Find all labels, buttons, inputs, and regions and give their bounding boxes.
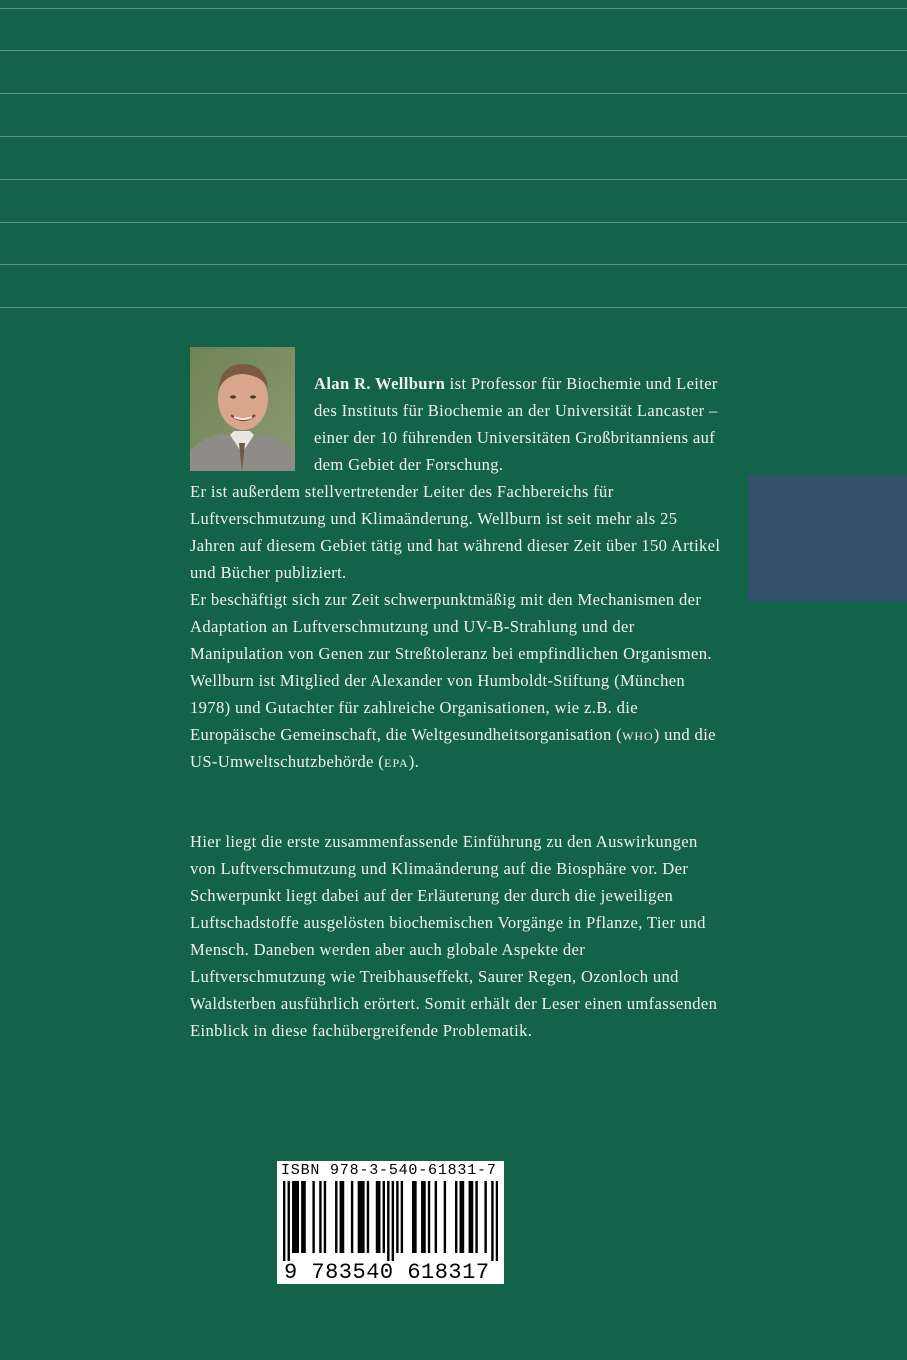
barcode-bar — [401, 1181, 403, 1253]
barcode-bar — [392, 1181, 394, 1261]
barcode-bar — [378, 1181, 380, 1253]
barcode-bar — [297, 1181, 299, 1253]
barcode-bar — [294, 1181, 296, 1253]
side-color-tab — [748, 475, 907, 601]
bio-p4-part1: Wellburn ist Mitglied der Alexander von Humboldt-Stiftung (München 1978) und Gutachter für zahlreiche Organisationen, wie z.B. die Europäische Gemeinschaft, die Weltgesundheitsorganisation ( — [190, 671, 686, 744]
bio-p4-part2: ) und die US-Umweltschutzbehörde ( — [190, 725, 716, 771]
barcode-bar — [324, 1181, 326, 1253]
stripe-line — [0, 136, 907, 137]
barcode-bar — [358, 1181, 360, 1253]
barcode-bar — [460, 1181, 462, 1253]
stripe-line — [0, 179, 907, 180]
barcode-bar — [387, 1181, 389, 1261]
bio-paragraph-3: Er beschäftigt sich zur Zeit schwerpunktmäßig mit den Mechanismen der Adaptation an Luftverschmutzung und UV-B-Strahlung und der Manipulation von Genen zur Streßtoleranz bei empfindlichen Organismen. — [190, 590, 712, 663]
decorative-stripes — [0, 0, 907, 330]
barcode-bar — [367, 1181, 369, 1253]
barcode-bar — [312, 1181, 314, 1253]
stripe-line — [0, 93, 907, 94]
bio-paragraph-2: Er ist außerdem stellvertretender Leiter des Fachbereichs für Luftverschmutzung und Klimaänderung. Wellburn ist seit mehr als 25 Jahren auf diesem Gebiet tätig und hat während dieser Zeit über 150 Artikel und Bücher publiziert. — [190, 482, 721, 582]
author-biography — [190, 370, 725, 775]
stripe-line — [0, 8, 907, 9]
barcode-bar — [340, 1181, 342, 1253]
barcode-bar — [469, 1181, 471, 1253]
barcode-bar — [412, 1181, 414, 1253]
barcode-bar — [414, 1181, 416, 1253]
barcode-bar — [288, 1181, 290, 1261]
author-name: Alan R. Wellburn — [314, 374, 446, 393]
barcode-bars — [283, 1181, 498, 1261]
barcode-bar — [360, 1181, 362, 1253]
bio-p4-part3: ). — [408, 752, 420, 771]
isbn-text: ISBN 978-3-540-61831-7 — [281, 1162, 497, 1179]
barcode-bar — [423, 1181, 425, 1253]
bio-intro — [190, 370, 725, 478]
stripe-line — [0, 50, 907, 51]
barcode-bar — [383, 1181, 385, 1253]
barcode-bar — [303, 1181, 305, 1253]
barcode-bar — [319, 1181, 321, 1253]
barcode-bar — [362, 1181, 364, 1253]
barcode-bar — [283, 1181, 285, 1261]
bio-paragraph-4 — [190, 667, 725, 775]
barcode-bar — [484, 1181, 486, 1253]
isbn-barcode — [277, 1161, 504, 1284]
barcode-bar — [491, 1181, 493, 1261]
barcode-bar — [396, 1181, 398, 1253]
barcode-bar — [351, 1181, 353, 1253]
barcode-bar — [421, 1181, 423, 1253]
stripe-line — [0, 264, 907, 265]
barcode-bar — [335, 1181, 337, 1253]
barcode-bar — [342, 1181, 344, 1253]
barcode-bar — [376, 1181, 378, 1253]
barcode-bar — [301, 1181, 303, 1253]
barcode-bar — [428, 1181, 430, 1253]
barcode-bar — [496, 1181, 498, 1261]
barcode-bar — [471, 1181, 473, 1253]
stripe-line — [0, 307, 907, 308]
bio-intro-text: ist Professor für Biochemie und Leiter des Instituts für Biochemie an der Universität Lancaster – einer der 10 führenden Universitäten Großbritanniens auf dem Gebiet der Forschung. — [314, 374, 718, 474]
barcode-bar — [435, 1181, 437, 1253]
ean-digits: 9 783540 618317 — [284, 1260, 490, 1285]
barcode-bar — [462, 1181, 464, 1253]
abbr-who: who — [622, 725, 654, 744]
barcode-bar — [444, 1181, 446, 1253]
book-summary: Hier liegt die erste zusammenfassende Einführung zu den Auswirkungen von Luftverschmutzung und Klimaänderung auf die Biosphäre vor. Der Schwerpunkt liegt dabei auf der Erläuterung der durch die jeweiligen Luftschadstoffe ausgelösten biochemischen Vorgänge in Pflanze, Tier und Mensch. Daneben werden aber auch globale Aspekte der Luftverschmutzung wie Treibhauseffekt, Saurer Regen, Ozonloch und Waldsterben ausführlich erörtert. Somit erhält der Leser einen umfassenden Einblick in diese fachübergreifende Problematik. — [190, 832, 718, 1040]
stripe-line — [0, 222, 907, 223]
barcode-bar — [475, 1181, 477, 1253]
barcode-bar — [292, 1181, 294, 1253]
barcode-bar — [455, 1181, 457, 1253]
abbr-epa: epa — [384, 752, 409, 771]
